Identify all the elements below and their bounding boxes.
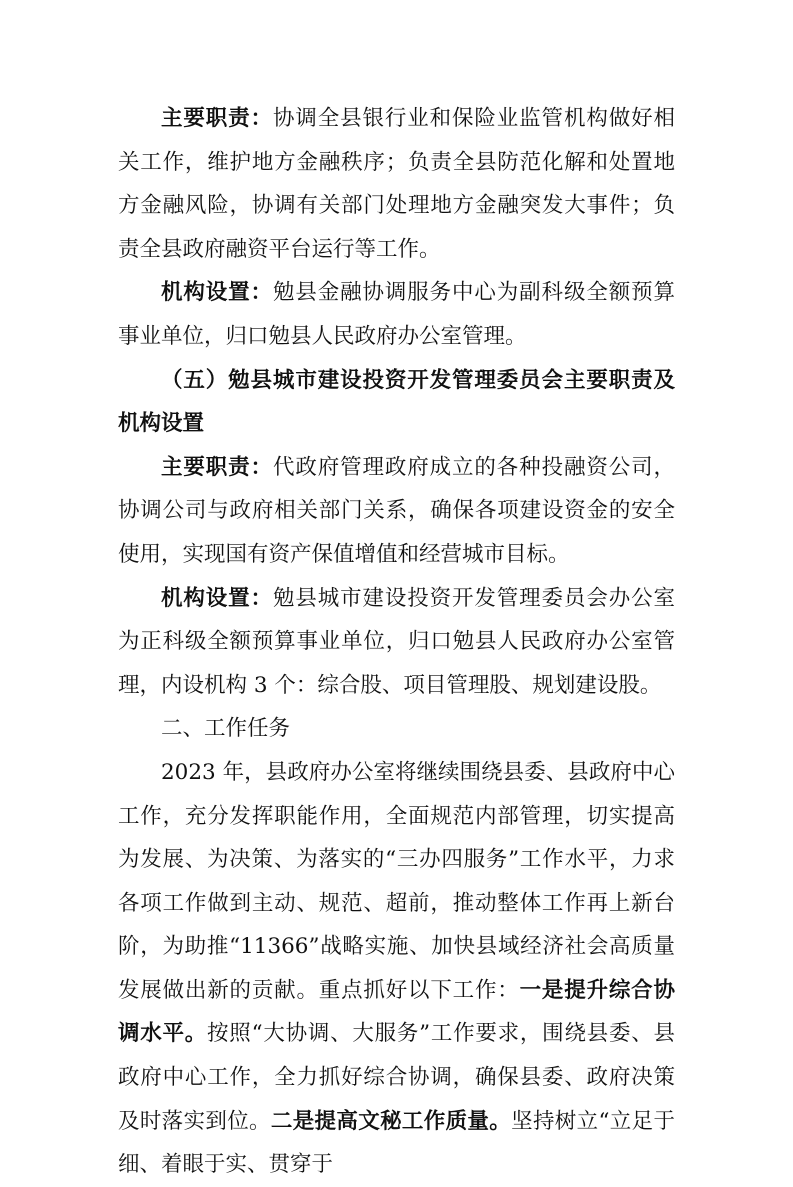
org-setup-text: 勉县金融协调服务中心为副科级全额预算事业单位，归口勉县人民政府办公室管理。 [118,280,675,349]
paragraph-main-duties-urban [118,446,675,577]
duties-text: 协调全县银行业和保险业监管机构做好相关工作，维护地方金融秩序；负责全县防范化解和处置地方金融风险，协调有关部门处理地方金融突发大事件；负责全县政府融资平台运行等工作。 [118,106,675,262]
section-heading-urban-investment: （五）勉县城市建设投资开发管理委员会主要职责及机构设置 [118,367,675,437]
paragraph-work-tasks-body [118,751,675,1187]
task-one-heading: 一是提升综合协调水平。 [118,977,675,1047]
duties-label: 主要职责： [161,454,273,480]
section-heading-work-tasks: 二、工作任务 [161,716,291,742]
paragraph-org-setup-urban [118,577,675,708]
org-setup-label: 机构设置： [161,280,273,306]
work-tasks-intro: 2023 年，县政府办公室将继续围绕县委、县政府中心工作，充分发挥职能作用，全面规范内部管理，切实提高为发展、为决策、为落实的“三办四服务”工作水平，力求各项工作做到主动、规范、超前，推动整体工作再上新台阶，为助推“11366”战略实施、加快县域经济社会高质量发展做出新的贡献。重点抓好以下工作： [118,759,675,1003]
task-two-text: 坚持树立“立足于细、着眼于实、贯穿于 [118,1108,675,1178]
task-two-heading: 二是提高文秘工作质量。 [270,1108,512,1134]
org-setup-label: 机构设置： [161,585,273,611]
org-setup-text: 勉县城市建设投资开发管理委员会办公室为正科级全额预算事业单位，归口勉县人民政府办公室管理，内设机构 3 个：综合股、项目管理股、规划建设股。 [118,585,675,698]
paragraph-main-duties-finance [118,97,675,271]
duties-label: 主要职责： [161,106,273,131]
task-one-text: 按照“大协调、大服务”工作要求，围绕县委、县政府中心工作，全力抓好综合协调，确保县委、政府决策及时落实到位。 [118,1021,675,1134]
duties-text: 代政府管理政府成立的各种投融资公司，协调公司与政府相关部门关系，确保各项建设资金的安全使用，实现国有资产保值增值和经营城市目标。 [118,454,675,567]
paragraph-org-setup-finance [118,271,675,358]
